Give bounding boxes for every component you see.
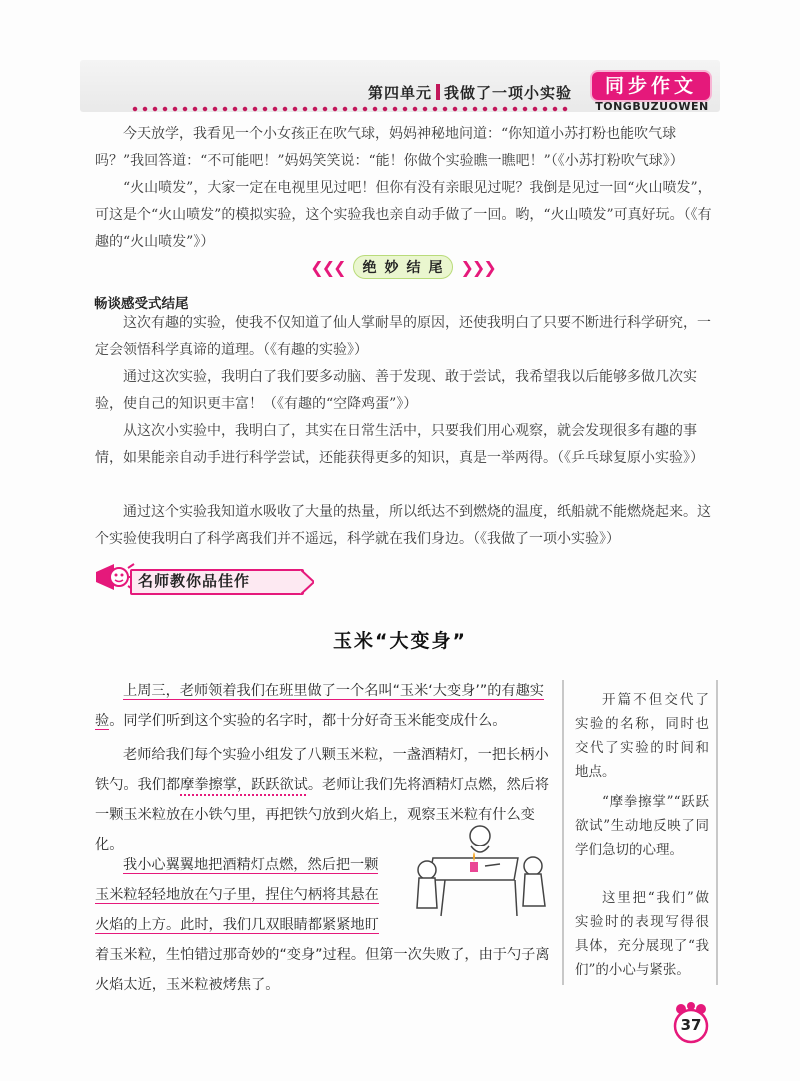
- essay-p3-line3: 火焰的上方。此时，我们几双眼睛都紧紧地盯: [95, 917, 379, 933]
- header-separator: [436, 84, 440, 100]
- header-dots-decoration: [130, 104, 570, 114]
- essay-p3-line2: 玉米粒轻轻地放在勺子里，捏住勺柄将其悬在: [95, 887, 379, 903]
- essay-p3-line1: 我小心翼翼地把酒精灯点燃，然后把一颗: [123, 857, 379, 873]
- essay-dotted-idiom: 摩拳擦掌，跃跃欲试: [180, 777, 308, 793]
- essay-paragraph-3-rest: 着玉米粒，生怕错过那奇妙的“变身”过程。但第一次失败了，由于勺子离火焰太近，玉米粒被烤焦了。: [95, 947, 550, 993]
- ending-paragraph-3: 从这次小实验中，我明白了，其实在日常生活中，只要我们用心观察，就会发现很多有趣的事情，如果能亲自动手进行科学尝试，还能获得更多的知识，真是一举两得。（《乒乓球复原小实验》）: [95, 423, 704, 466]
- section-banner: [300, 252, 505, 282]
- essay-title: 玉米“大变身”: [333, 630, 467, 652]
- essay-underlined-opening: 上周三，老师领着我们在班里做了一个名叫“玉米‘大变身’”的有趣实验: [95, 683, 544, 729]
- ending-paragraph-2: 通过这次实验，我明白了我们要多动脑、善于发现、敢于尝试，我希望我以后能够多做几次实验，使自己的知识更丰富！（《有趣的“空降鸡蛋”》）: [95, 369, 697, 412]
- ending-paragraph-1: 这次有趣的实验，使我不仅知道了仙人掌耐旱的原因，还使我明白了只要不断进行科学研究，一定会领悟科学真谛的道理。（《有趣的实验》）: [95, 315, 711, 358]
- essay-p2-start: 老师给我们每个实验小组发了八颗玉米粒，一盏酒精灯，一把长柄小铁勺。我们都: [95, 747, 549, 793]
- side-note-2: “摩拳擦掌”“跃跃欲试”生动地反映了同学们急切的心理。: [575, 794, 709, 858]
- teacher-section-title: 名师教你品佳作: [138, 572, 251, 590]
- section-banner-label: 绝妙结尾: [353, 255, 453, 279]
- chevron-left-icon: ❮❮❮: [310, 257, 345, 277]
- lesson-label: 我做了一项小实验: [444, 84, 573, 102]
- essay-p2-rest: 。老师让我们先将酒精灯点燃，然后将一颗玉米粒放在小铁勺里，再把铁勺放到火焰上，观察玉米粒有什么变化。: [95, 777, 550, 853]
- side-note-3: 这里把“我们”做实验时的表现写得很具体，充分展现了“我们”的小心与紧张。: [575, 890, 709, 978]
- series-pinyin: TONGBUZUOWEN: [595, 100, 709, 113]
- intro-paragraph-1: 今天放学，我看见一个小女孩正在吹气球，妈妈神秘地问道：“你知道小苏打粉也能吹气球吗？”我回答道：“不可能吧！”妈妈笑笑说：“能！你做个实验瞧一瞧吧！”（《小苏打粉吹气球》）: [95, 126, 684, 169]
- series-badge: 同步作文: [592, 72, 710, 100]
- ending-paragraph-4: 通过这个实验我知道水吸收了大量的热量，所以纸达不到燃烧的温度，纸船就不能燃烧起来。这个实验使我明白了科学离我们并不遥远，科学就在我们身边。（《我做了一项小实验》）: [95, 504, 711, 547]
- essay-paragraph-3: [95, 850, 395, 940]
- arrow-right-icon: [300, 569, 314, 595]
- chevron-right-icon: ❯❯❯: [460, 257, 495, 277]
- unit-label: 第四单元: [368, 84, 433, 102]
- header-title: [368, 82, 572, 103]
- essay-p1-rest: 。同学们听到这个实验的名字时，都十分好奇玉米能变成什么。: [109, 713, 507, 729]
- page-number: 37: [680, 1016, 702, 1034]
- subhead: 畅谈感受式结尾: [94, 296, 189, 312]
- essay-paragraph-1: [95, 676, 550, 736]
- intro-paragraph-2: “火山喷发”，大家一定在电视里见过吧！但你有没有亲眼见过呢？我倒是见过一回“火山喷发”，可这是个“火山喷发”的模拟实验，这个实验我也亲自动手做了一回。哟，“火山喷发”可真好玩。（《有趣的“火山喷发”》）: [95, 180, 712, 250]
- side-note-1: 开篇不但交代了实验的名称，同时也交代了实验的时间和地点。: [575, 692, 709, 780]
- experiment-illustration: [405, 818, 555, 928]
